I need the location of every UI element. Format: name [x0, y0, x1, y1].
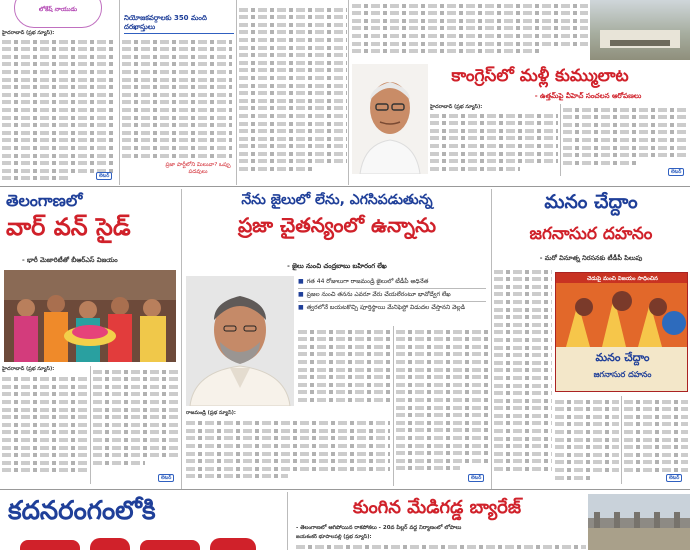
naidu-bullet-2: ■ ప్రజల నుంచి తనను ఎవరూ వేరు చేయలేరంటూ భావోద్వేగ లేఖ [298, 291, 451, 298]
naidu-headline-line2: ప్రజా చైతన్యంలో ఉన్నాను [237, 213, 437, 237]
congress-continue-tag[interactable]: లెటర్ [668, 168, 684, 176]
naidu-photo [186, 276, 294, 406]
congress-body-left [430, 104, 558, 180]
column-two-body [122, 36, 232, 164]
bottom-left-headline: కదనరంగంలోకి [8, 496, 156, 526]
column-three-story [239, 4, 347, 179]
barrage-dateline: జయశంకర్ భూపాలపల్లి (ప్రభ న్యూస్): [296, 534, 372, 540]
war-continue-tag[interactable]: లెటర్ [158, 474, 174, 482]
poster-bottom-line2: జగనాసుర దహనం [593, 370, 652, 379]
naidu-bullets [298, 278, 488, 312]
top-left-body [2, 30, 116, 180]
bottom-left-red-strip [20, 536, 260, 550]
dahanam-headline-line2: జగనాసుర దహనం [529, 224, 653, 244]
congress-kicker: - ఉత్తమ్‌పై వీహెచ్ సంచలన ఆరోపణలు [534, 92, 642, 100]
barrage-body [296, 534, 586, 550]
top-right-strip [352, 0, 588, 60]
dahanam-kicker: - మరో వినూత్న నిరసనకు టీడీపీ పిలుపు [539, 254, 643, 262]
naidu-body-bottom [186, 410, 390, 486]
dateline: హైదరాబాద్ (ప్రభ న్యూస్): [2, 30, 55, 36]
dahanam-body-right [624, 396, 688, 486]
naidu-continue-tag[interactable]: లెటర్ [468, 474, 484, 482]
dahanam-body-left [494, 266, 552, 486]
column-two-story [122, 0, 234, 183]
dahanam-continue-tag[interactable]: లెటర్ [666, 474, 682, 482]
congress-headline: కాంగ్రెస్‌లో మళ్లీ కుమ్ములాట [451, 66, 629, 86]
war-dateline: హైదరాబాద్ (ప్రభ న్యూస్): [2, 366, 55, 372]
poster-top-text: చెడుపై మంచి విజయం సాధించిన [587, 276, 658, 282]
masthead-badge-text: లోకేష్ నాయుడు [38, 6, 78, 13]
dahanam-poster [555, 272, 688, 392]
celebration-photo [4, 270, 176, 362]
continue-tag[interactable]: లెటర్ [96, 172, 112, 180]
war-body-right [93, 366, 179, 486]
masthead-badge [14, 0, 102, 28]
dahanam-headline-line1: మనం చేద్దాం [544, 191, 638, 213]
barrage-headline: కుంగిన మేడిగడ్డ బ్యారేజ్ [353, 497, 521, 518]
top-right-photo [590, 0, 690, 60]
congress-dateline: హైదరాబాద్ (ప్రభ న్యూస్): [430, 104, 483, 110]
column-two-subhead: నియోజకవర్గాలకు 350 మంది దరఖాస్తులు [124, 14, 234, 34]
column-two-continue[interactable]: ప్రజా పార్టీలోని మిలువా? ఒప్పు పదవులు [165, 162, 231, 175]
naidu-headline-line1: నేను జైలులో లేను, ఎగసిపడుతున్న [241, 192, 433, 208]
naidu-bullet-1: ■ గత 44 రోజులుగా రాజమండ్రి జైలులో టీడీపీ అధినేత [298, 278, 429, 285]
barrage-photo [588, 494, 690, 550]
war-headline-line2: వార్ వన్ సైడ్ [6, 213, 131, 241]
war-body-left [2, 366, 88, 486]
war-headline-line1: తెలంగాణలో [6, 191, 83, 210]
leader-photo [352, 64, 428, 174]
top-left-story [0, 0, 118, 183]
poster-bottom-line1: మనం చేద్దాం [595, 351, 650, 364]
naidu-dateline: రాజమండ్రి (ప్రభ న్యూస్): [186, 410, 236, 416]
naidu-body-col1 [298, 326, 390, 412]
naidu-body-col2 [396, 326, 488, 486]
naidu-bullet-3: ■ త్వరలోనే బయటకొచ్చి పూర్తిస్థాయి మేనిఫెస్టో విడుదల చేస్తానని వెల్లడి [298, 304, 466, 311]
dahanam-body-center [555, 396, 619, 486]
naidu-kicker: - జైలు నుంచి చంద్రబాబు బహిరంగ లేఖ [287, 262, 387, 270]
war-kicker: - భారీ మెజారిటీతో బీఆర్ఎస్ విజయం [22, 256, 118, 264]
barrage-kicker: - తెలంగాణలో ఆగిపోయిన రాకపోకలు - 20వ పిల్లర్ వద్ద నిర్మాణంలో లోపాలు [296, 525, 462, 531]
